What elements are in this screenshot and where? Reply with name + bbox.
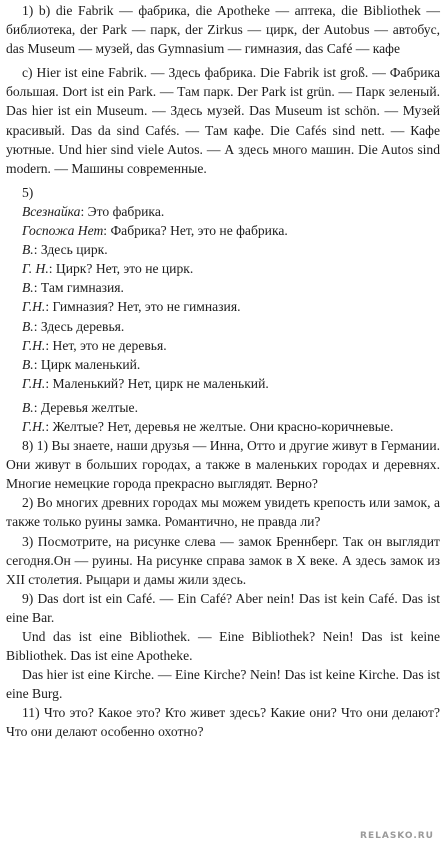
dialogue-line-7	[6, 317, 440, 336]
exercise-11: 11) Что это? Какое это? Кто живет здесь? Какие они? Что они делают? Что они делают особенно охотно?	[6, 705, 440, 740]
dialogue-line-10	[6, 374, 440, 393]
dialogue-line-11	[6, 398, 440, 417]
dialogue-line-3	[6, 240, 440, 259]
speaker-label: В.	[22, 356, 34, 372]
exercise-8-part-3: 3) Посмотрите, на рисунке слева — замок Бреннберг. Так он выглядит сегодня.Он — руины. На рисунке справа замок в X веке. А здесь замок из XII столетия. Рыцари и дамы жили здесь.	[6, 533, 440, 587]
speaker-label: Всезнайка	[22, 203, 81, 219]
exercise-9-part-3: Das hier ist eine Kirche. — Eine Kirche? Nein! Das ist keine Kirche. Das ist eine Burg.	[6, 667, 440, 702]
dialogue-text: : Здесь цирк.	[33, 242, 108, 258]
dialogue-line-6	[6, 297, 440, 316]
dialogue-text: : Деревья желтые.	[33, 399, 138, 415]
exercise-8-part-1: 8) 1) Вы знаете, наши друзья — Инна, Отто и другие живут в Германии. Они живут в больших городах, а также в маленьких городах и деревнях. Многие немецкие города прекрасно выглядят. Верно?	[6, 438, 440, 492]
dialogue-text: : Здесь деревья.	[33, 318, 125, 334]
dialogue-text: : Гимназия? Нет, это не гимназия.	[45, 299, 241, 315]
speaker-label: В.	[22, 242, 34, 258]
speaker-label: Г. Н.	[22, 261, 49, 277]
dialogue-text: : Цирк? Нет, это не цирк.	[48, 261, 194, 277]
speaker-label: В.	[22, 399, 34, 415]
speaker-label: Г.Н.	[22, 299, 46, 315]
speaker-label: Г.Н.	[22, 375, 46, 391]
site-watermark: RELASKO.RU	[360, 830, 434, 841]
dialogue-line-9	[6, 355, 440, 374]
dialogue-text: : Маленький? Нет, цирк не маленький.	[45, 375, 269, 391]
speaker-label: В.	[22, 318, 34, 334]
dialogue-text: : Цирк маленький.	[33, 356, 141, 372]
speaker-label: Г.Н.	[22, 418, 46, 434]
dialogue-line-4	[6, 259, 440, 278]
exercise-1b: 1) b) die Fabrik — фабрика, die Apotheke — аптека, die Bibliothek — библиотека, der Park — парк, der Zirkus — цирк, der Autobus — автобус, das Museum — музей, das Gymnasium — гимназия, das Café — кафе	[6, 3, 440, 57]
exercise-1c: с) Hier ist eine Fabrik. — Здесь фабрика. Die Fabrik ist groß. — Фабрика большая. Dort ist ein Park. — Там парк. Der Park ist grün. — Парк зеленый. Das hier ist ein Museum. — Здесь музей. Das Museum ist schön. — Музей красивый. Das da sind Cafés. — Там кафе. Die Cafés sind nett. — Кафе уютные. Und hier sind viele Autos. — А здесь много машин. Die Autos sind modern. — Машины современные.	[6, 65, 440, 176]
speaker-label: Г.Н.	[22, 337, 46, 353]
exercise-5-number: 5)	[22, 184, 34, 200]
exercise-9-part-2: Und das ist eine Bibliothek. — Eine Bibliothek? Nein! Das ist keine Bibliothek. Das ist eine Apotheke.	[6, 629, 440, 664]
dialogue-line-8	[6, 336, 440, 355]
dialogue-text: : Желтые? Нет, деревья не желтые. Они красно-коричневые.	[45, 418, 394, 434]
dialogue-text: : Фабрика? Нет, это не фабрика.	[103, 223, 288, 239]
exercise-8-part-2: 2) Во многих древних городах мы можем увидеть крепость или замок, а также только руины замка. Романтично, не правда ли?	[6, 495, 440, 530]
dialogue-text: : Это фабрика.	[80, 203, 165, 219]
exercise-9-part-1: 9) Das dort ist ein Café. — Ein Café? Aber nein! Das ist kein Café. Das ist eine Bar.	[6, 590, 440, 625]
document-page	[6, 1, 440, 742]
speaker-label: Госпожа Нет	[22, 223, 104, 239]
dialogue-line-1	[6, 202, 440, 221]
dialogue-text: : Там гимназия.	[33, 280, 124, 296]
dialogue-line-2	[6, 221, 440, 240]
speaker-label: В.	[22, 280, 34, 296]
dialogue-line-12	[6, 417, 440, 436]
dialogue-text: : Нет, это не деревья.	[45, 337, 167, 353]
dialogue-line-5	[6, 278, 440, 297]
